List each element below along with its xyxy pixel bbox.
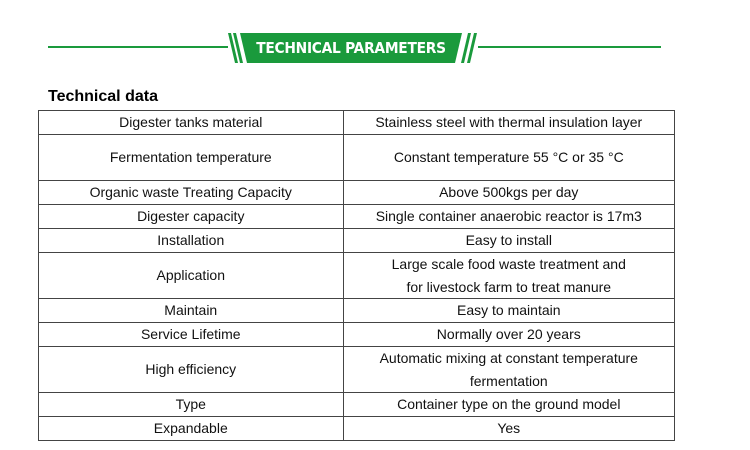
table-row (39, 253, 675, 299)
row-label: Maintain (39, 299, 344, 323)
row-value: Single container anaerobic reactor is 17m3 (343, 205, 674, 229)
row-label: Digester capacity (39, 205, 344, 229)
banner-title: TECHNICAL PARAMETERS (256, 39, 446, 57)
row-value-line-2: for livestock farm to treat manure (406, 278, 612, 295)
table-row (39, 111, 675, 135)
header-stripes-right-icon (459, 33, 479, 63)
row-label: Expandable (39, 417, 344, 441)
header-rule-right (478, 46, 661, 48)
table-row (39, 205, 675, 229)
table-row (39, 181, 675, 205)
row-value (343, 253, 674, 299)
row-label: Service Lifetime (39, 323, 344, 347)
row-value: Easy to maintain (343, 299, 674, 323)
row-value-line-2: fermentation (469, 372, 548, 389)
table-row (39, 417, 675, 441)
row-label: Installation (39, 229, 344, 253)
row-value: Container type on the ground model (343, 393, 674, 417)
table-row (39, 229, 675, 253)
row-value: Yes (343, 417, 674, 441)
row-value: Stainless steel with thermal insulation layer (343, 111, 674, 135)
row-value-line-1: Large scale food waste treatment and (391, 256, 626, 272)
row-label: Fermentation temperature (39, 135, 344, 181)
row-label: Type (39, 393, 344, 417)
section-title: Technical data (48, 88, 158, 105)
row-value: Above 500kgs per day (343, 181, 674, 205)
table-row (39, 135, 675, 181)
row-value (343, 347, 674, 393)
row-value: Normally over 20 years (343, 323, 674, 347)
table-row (39, 393, 675, 417)
table-row (39, 347, 675, 393)
row-value: Easy to install (343, 229, 674, 253)
table-row (39, 323, 675, 347)
row-label: Application (39, 253, 344, 299)
row-label: Digester tanks material (39, 111, 344, 135)
technical-data-table (38, 110, 675, 441)
row-value-line-1: Automatic mixing at constant temperature (379, 350, 638, 366)
row-value: Constant temperature 55 °C or 35 °C (343, 135, 674, 181)
row-label: High efficiency (39, 347, 344, 393)
row-label: Organic waste Treating Capacity (39, 181, 344, 205)
header-rule-left (48, 46, 228, 48)
table-row (39, 299, 675, 323)
